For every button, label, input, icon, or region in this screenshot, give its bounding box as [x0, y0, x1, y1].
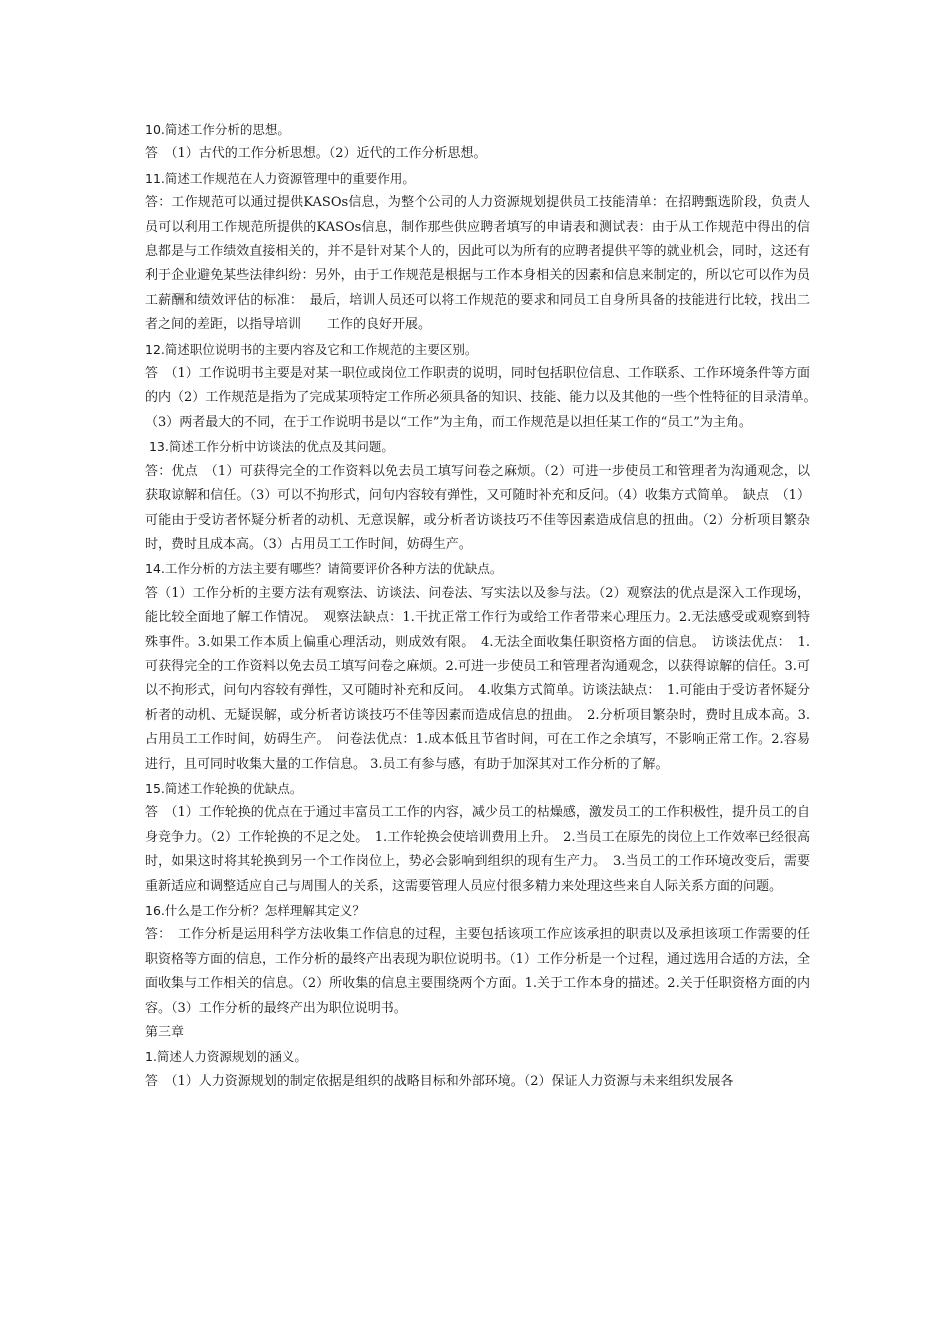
answer-10: 答 （1）古代的工作分析思想。（2）近代的工作分析思想。: [145, 146, 487, 162]
answer-16: 答： 工作分析是运用科学方法收集工作信息的过程，主要包括该项工作应该承担的职责以及承担该项工作需要的任职资格等方面的信息，工作分析的最终产出表现为职位说明书。（1）工作分析是一个过程，通过选用合适的方法，全面收集与工作相关的信息。（2）所收集的信息主要围绕两个方面。1.关于工作本身的描述。2.关于任职资格方面的内容。（3）工作分析的最终产出为职位说明书。: [145, 927, 810, 1016]
answer-14: 答（1）工作分析的主要方法有观察法、访谈法、问卷法、写实法以及参与法。（2）观察法的优点是深入工作现场，能比较全面地了解工作情况。 观察法缺点：1.干扰正常工作行为或给工作者带来心理压力。2.无法感受或观察到特殊事件。3.如果工作本质上偏重心理活动，则成效有限。 4.无法全面收集任职资格方面的信息。 访谈法优点： 1.可获得完全的工作资料以免去员工填写问卷之麻烦。2.可进一步使员工和管理者沟通观念，以获得谅解的信任。3.可以不拘形式，问句内容较有弹性，又可随时补充和反问。 4.收集方式简单。访谈法缺点： 1.可能由于受访者怀疑分析者的动机、无疑误解，或分析者访谈技巧不佳等因素而造成信息的扭曲。 2.分析项目繁杂时，费时且成本高。3.占用员工工作时间，妨碍生产。 问卷法优点：1.成本低且节省时间，可在工作之余填写，不影响正常工作。2.容易进行，且可同时收集大量的工作信息。 3.员工有参与感，有助于加深其对工作分析的了解。: [145, 585, 810, 772]
answer-11: 答：工作规范可以通过提供KASOs信息，为整个公司的人力资源规划提供员工技能清单：在招聘甄选阶段，负责人员可以利用工作规范所提供的KASOs信息，制作那些供应聘者填写的申请表和测试表：由于从工作规范中得出的信息都是与工作绩效直接相关的，并不是针对某个人的，因此可以为所有的应聘者提供平等的就业机会，同时，这还有利于企业避免某些法律纠纷：另外，由于工作规范是根据与工作本身相关的因素和信息来制定的，所以它可以作为员工薪酬和绩效评估的标准： 最后，培训人员还可以将工作规范的要求和同员工自身所具备的技能进行比较，找出二者之间的差距，以指导培训 工作的良好开展。: [145, 195, 810, 333]
question-12: 12.简述职位说明书的主要内容及它和工作规范的主要区别。: [145, 341, 478, 357]
question-14: 14.工作分析的方法主要有哪些？请简要评价各种方法的优缺点。: [145, 561, 503, 577]
answer-ch3-1: 答 （1）人力资源规划的制定依据是组织的战略目标和外部环境。（2）保证人力资源与未来组织发展各: [145, 1073, 734, 1089]
document-page: [145, 118, 824, 1094]
question-13: 13.简述工作分析中访谈法的优点及其问题。: [145, 439, 394, 455]
question-10: 10.简述工作分析的思想。: [145, 122, 290, 137]
question-ch3-1: 1.简述人力资源规划的涵义。: [145, 1049, 307, 1065]
question-15: 15.简述工作轮换的优缺点。: [145, 780, 303, 796]
answer-13: 答：优点 （1）可获得完全的工作资料以免去员工填写问卷之麻烦。（2）可进一步使员工和管理者为沟通观念，以获取谅解和信任。（3）可以不拘形式，问句内容较有弹性，又可随时补充和反问。（4）收集方式简单。 缺点 （1）可能由于受访者怀疑分析者的动机、无意误解，或分析者访谈技巧不佳等因素造成信息的扭曲。（2）分析项目繁杂时，费时且成本高。（3）占用员工工作时间，妨碍生产。: [145, 463, 810, 552]
chapter-heading: 第三章: [145, 1025, 185, 1041]
question-16: 16.什么是工作分析？怎样理解其定义？: [145, 903, 365, 918]
answer-12: 答 （1）工作说明书主要是对某一职位或岗位工作职责的说明，同时包括职位信息、工作联系、工作环境条件等方面的内（2）工作规范是指为了完成某项特定工作所必须具备的知识、技能、能力以及其他的一些个性特征的目录清单。 （3）两者最大的不同，在于工作说明书是以“工作”为主角，而工作规范是以担任某工作的“员工”为主角。: [145, 366, 824, 430]
question-11: 11.简述工作规范在人力资源管理中的重要作用。: [145, 170, 415, 186]
answer-15: 答 （1）工作轮换的优点在于通过丰富员工工作的内容，减少员工的枯燥感，激发员工的工作积极性，提升员工的自身竞争力。（2）工作轮换的不足之处。 1.工作轮换会使培训费用上升。 2.当员工在原先的岗位上工作效率已经很高时，如果这时将其轮换到另一个工作岗位上，势必会影响到组织的现有生产力。 3.当员工的工作环境改变后，需要重新适应和调整适应自己与周围人的关系，这需要管理人员应付很多精力来处理这些来自人际关系方面的问题。: [145, 805, 810, 894]
